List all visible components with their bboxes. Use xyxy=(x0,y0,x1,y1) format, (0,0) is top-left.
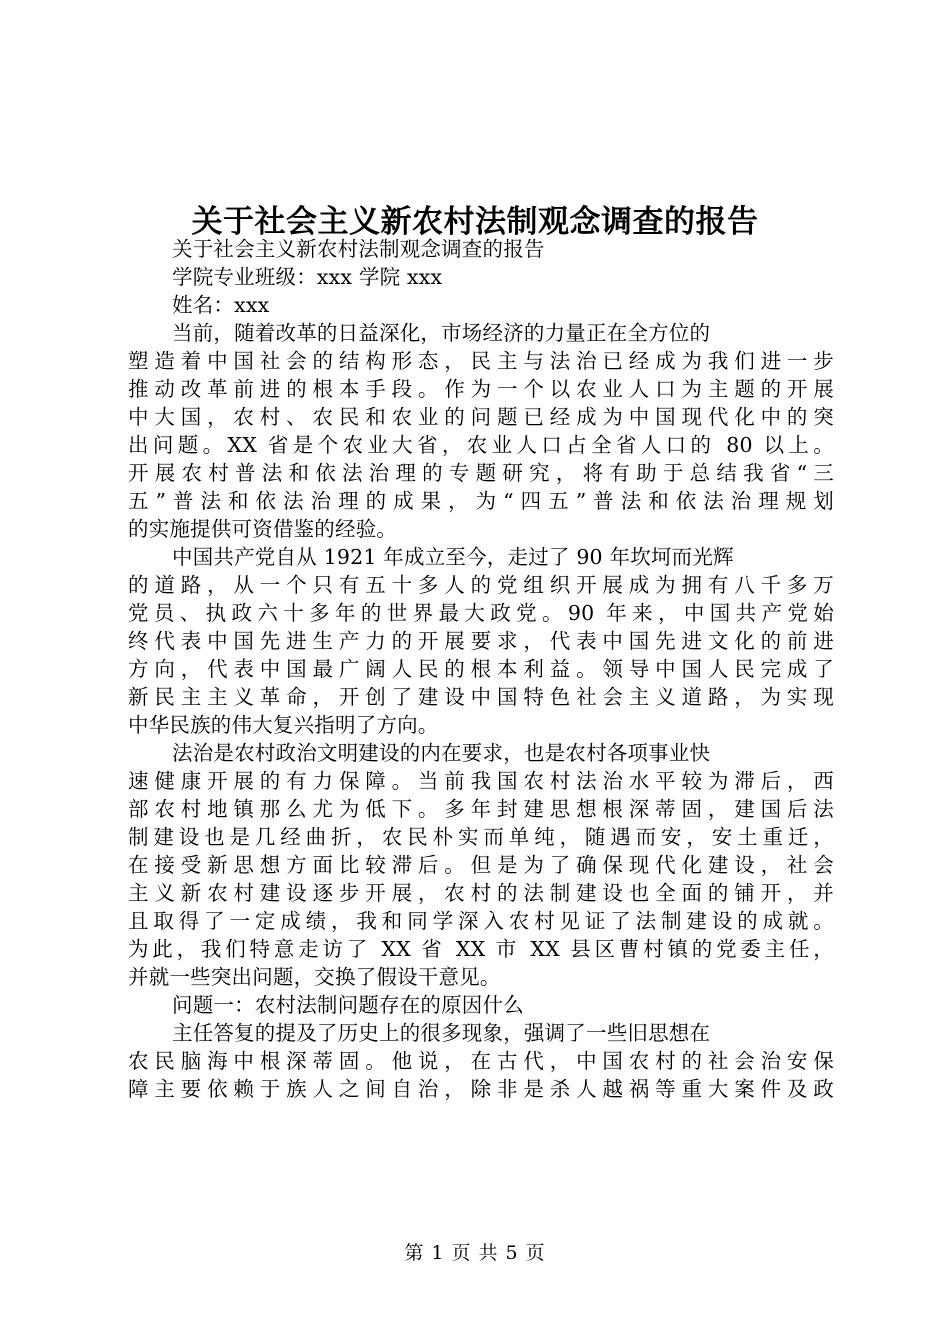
text-line: 在接受新思想方面比较滞后。但是为了确保现代化建设，社会 xyxy=(128,853,834,877)
text-line: 法治是农村政治文明建设的内在要求，也是农村各项事业快 xyxy=(172,741,711,765)
text-line: 主任答复的提及了历史上的很多现象，强调了一些旧思想在 xyxy=(172,1021,711,1045)
document-body xyxy=(128,235,834,1103)
page-footer: 第 1 页 共 5 页 xyxy=(404,1242,546,1264)
text-line: 的实施提供可资借鉴的经验。 xyxy=(128,517,398,541)
text-line: 新民主主义革命，开创了建设中国特色社会主义道路，为实现 xyxy=(128,685,834,709)
text-line: 制建设也是几经曲折，农民朴实而单纯，随遇而安，安土重迁， xyxy=(128,825,834,849)
text-line: 速健康开展的有力保障。当前我国农村法治水平较为滞后，西 xyxy=(128,769,834,793)
text-line: 党员、执政六十多年的世界最大政党。90 年来，中国共产党始 xyxy=(128,601,834,625)
text-line: 五”普法和依法治理的成果，为“四五”普法和依法治理规划 xyxy=(128,489,834,513)
text-line: 部农村地镇那么尤为低下。多年封建思想根深蒂固，建国后法 xyxy=(128,797,834,821)
text-line: 中国共产党自从 1921 年成立至今，走过了 90 年坎坷而光辉 xyxy=(172,545,734,569)
text-line: 终代表中国先进生产力的开展要求，代表中国先进文化的前进 xyxy=(128,629,834,653)
text-line: 的道路，从一个只有五十多人的党组织开展成为拥有八千多万 xyxy=(128,573,834,597)
text-line: 学院专业班级：xxx 学院 xxx xyxy=(172,265,443,289)
text-line: 农民脑海中根深蒂固。他说，在古代，中国农村的社会治安保 xyxy=(128,1049,834,1073)
text-line: 为此，我们特意走访了 XX 省 XX 市 XX 县区曹村镇的党委主任， xyxy=(128,937,834,961)
text-line: 当前，随着改革的日益深化，市场经济的力量正在全方位的 xyxy=(172,321,711,345)
text-line: 塑造着中国社会的结构形态，民主与法治已经成为我们进一步 xyxy=(128,349,834,373)
text-line: 出问题。XX 省是个农业大省，农业人口占全省人口的 80 以上。 xyxy=(128,433,834,457)
text-line: 方向，代表中国最广阔人民的根本利益。领导中国人民完成了 xyxy=(128,657,834,681)
text-line: 关于社会主义新农村法制观念调查的报告 xyxy=(172,237,545,261)
page-title: 关于社会主义新农村法制观念调查的报告 xyxy=(191,203,759,240)
text-line: 并就一些突出问题，交换了假设干意见。 xyxy=(128,965,501,989)
text-line: 推动改革前进的根本手段。作为一个以农业人口为主题的开展 xyxy=(128,377,834,401)
text-line: 且取得了一定成绩，我和同学深入农村见证了法制建设的成就。 xyxy=(128,909,834,933)
text-line: 问题一：农村法制问题存在的原因什么 xyxy=(172,993,524,1017)
text-line: 姓名：xxx xyxy=(172,293,270,317)
text-line: 中华民族的伟大复兴指明了方向。 xyxy=(128,713,439,737)
text-line: 障主要依赖于族人之间自治，除非是杀人越祸等重大案件及政 xyxy=(128,1077,834,1101)
text-line: 中大国，农村、农民和农业的问题已经成为中国现代化中的突 xyxy=(128,405,834,429)
text-line: 开展农村普法和依法治理的专题研究，将有助于总结我省“三 xyxy=(128,461,834,485)
text-line: 主义新农村建设逐步开展，农村的法制建设也全面的铺开，并 xyxy=(128,881,834,905)
